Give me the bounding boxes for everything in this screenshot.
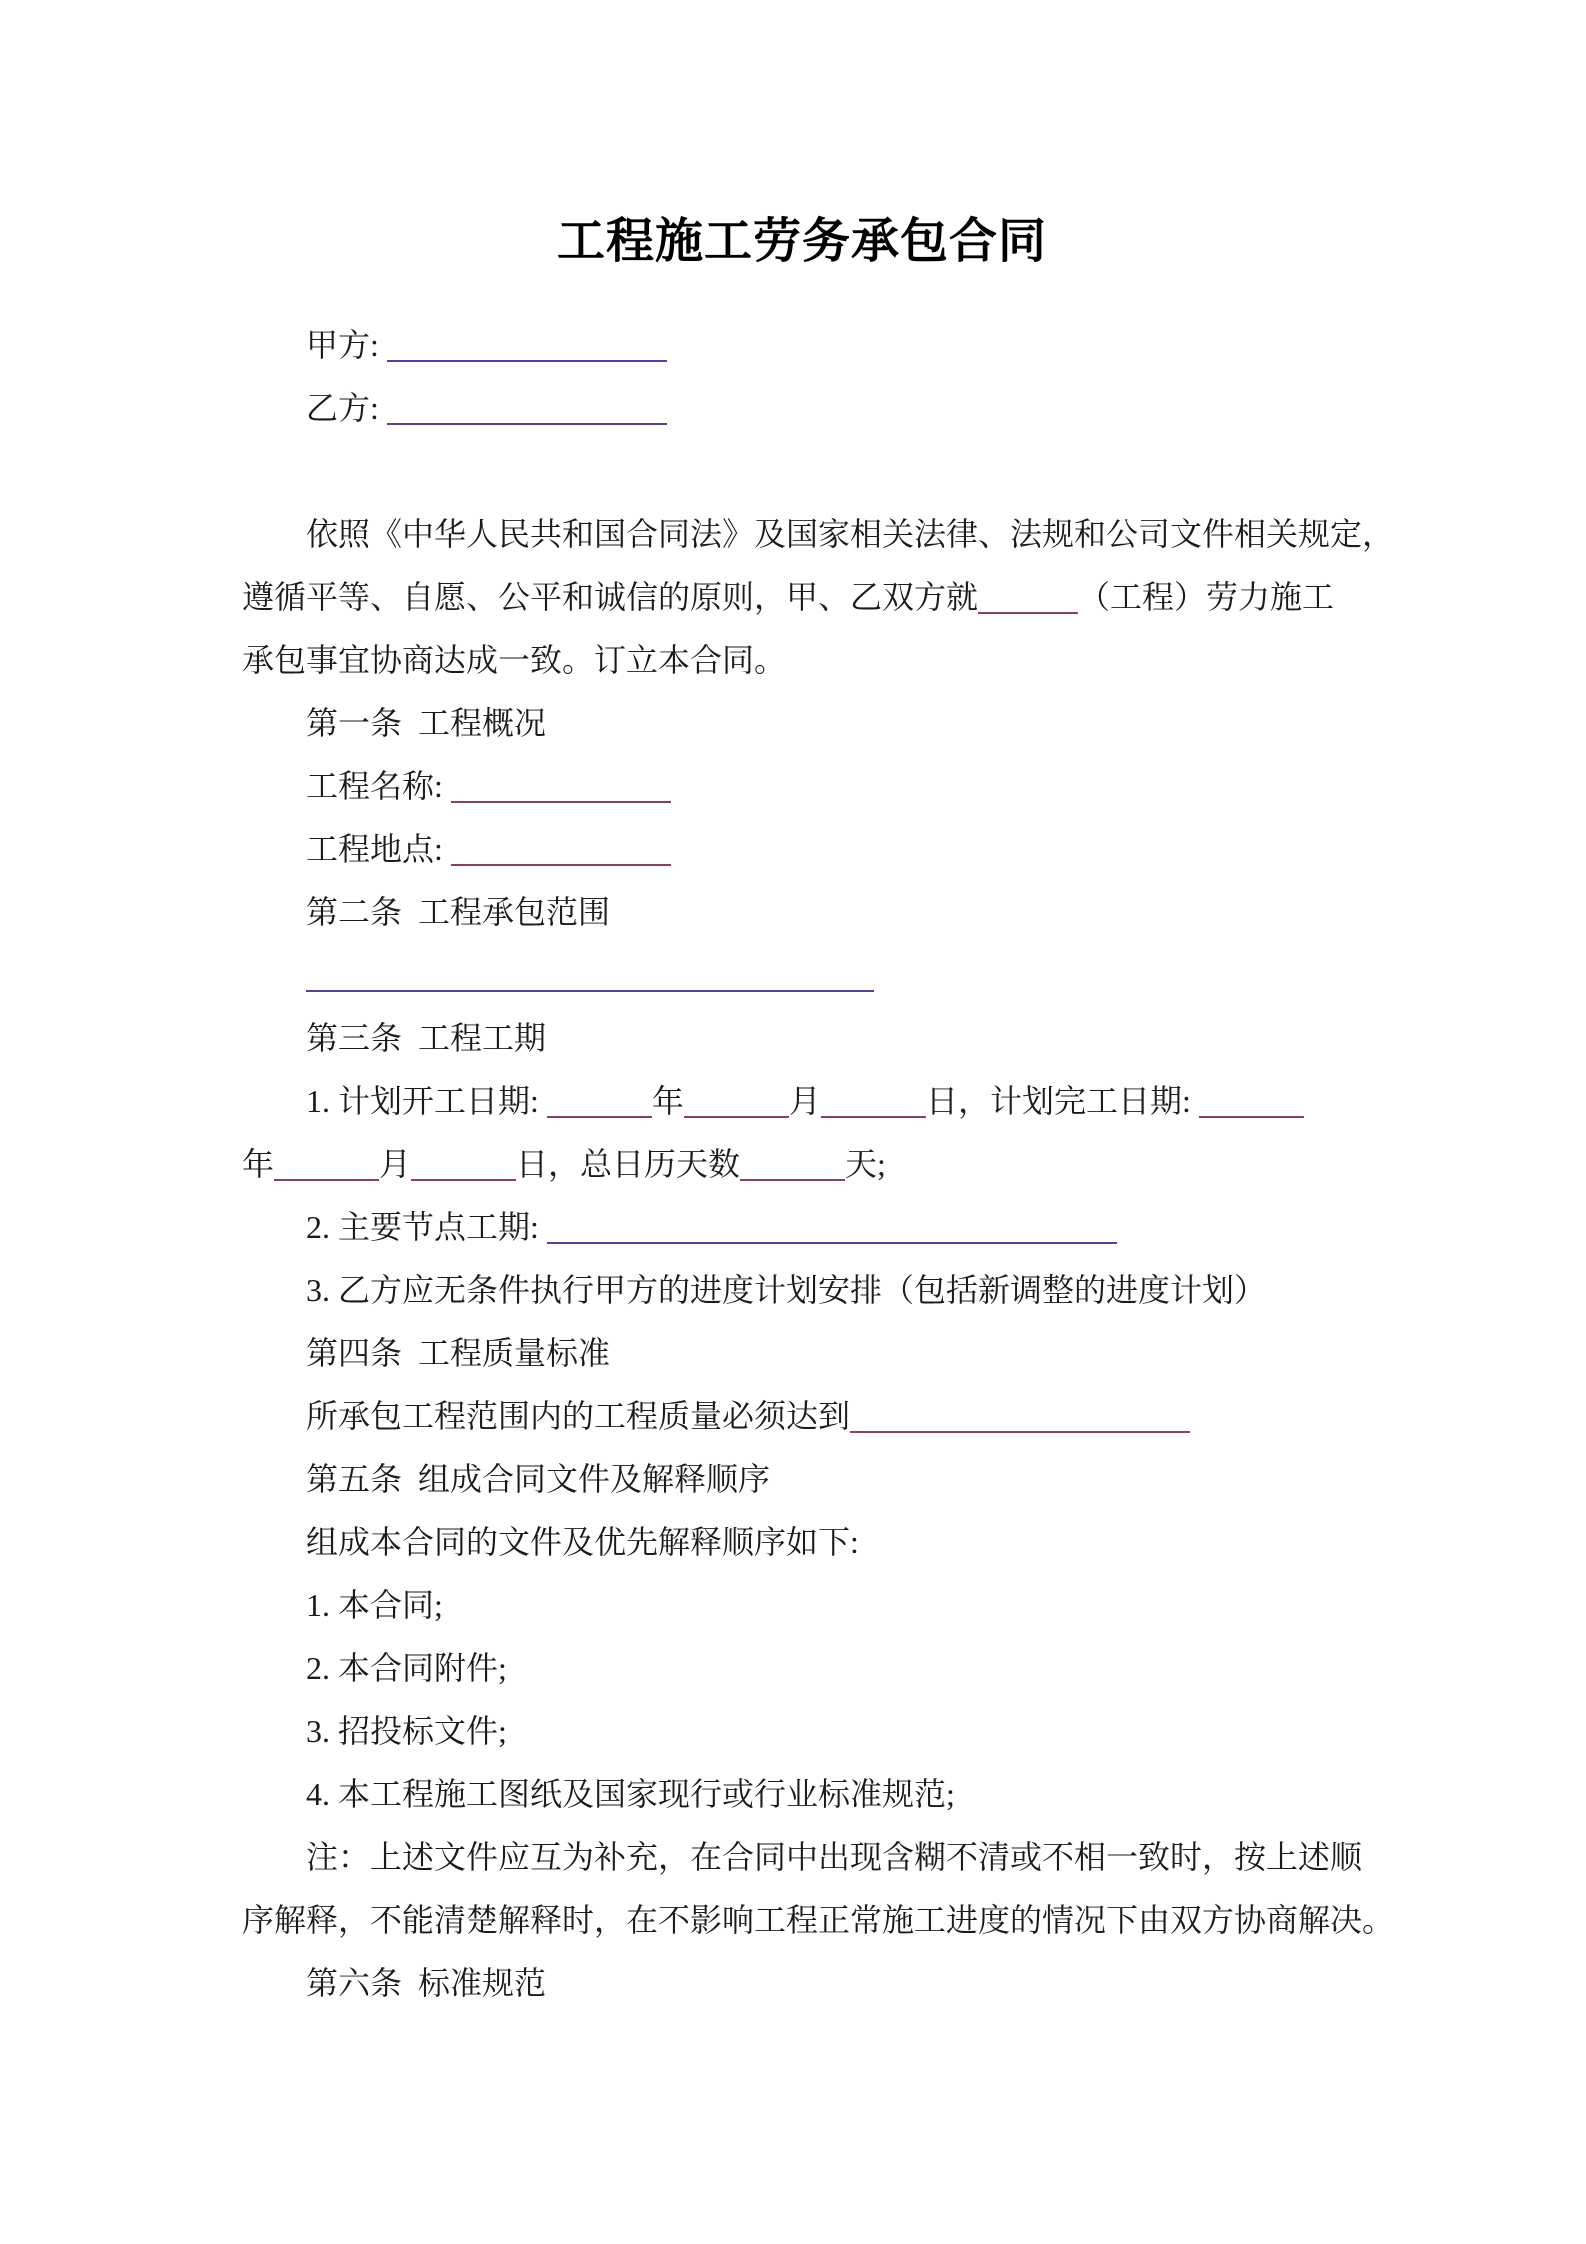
milestone-blank[interactable] <box>547 1212 1117 1244</box>
finish-month-blank[interactable] <box>274 1149 379 1181</box>
milestone-label: 2. 主要节点工期: <box>306 1209 547 1245</box>
project-name-line <box>242 755 1362 818</box>
finish-year-label: 年 <box>242 1146 275 1182</box>
start-year-blank[interactable] <box>547 1086 652 1118</box>
party-b-blank[interactable] <box>387 393 667 425</box>
quality-line <box>242 1385 1362 1448</box>
project-location-blank[interactable] <box>451 834 671 866</box>
document-content <box>242 212 1395 2015</box>
start-date-label: 1. 计划开工日期: <box>306 1083 547 1119</box>
scope-blank-line <box>242 944 1362 1007</box>
party-a-blank[interactable] <box>387 330 667 362</box>
documents-item-2: 2. 本合同附件; <box>306 1650 507 1686</box>
project-name-blank[interactable] <box>451 771 671 803</box>
article-4-heading: 第四条 工程质量标准 <box>306 1335 611 1371</box>
start-day-blank[interactable] <box>821 1086 926 1118</box>
party-b-line <box>242 377 1362 440</box>
preamble-line-3: 承包事宜协商达成一致。订立本合同。 <box>242 642 787 678</box>
calendar-days-label: 日，总日历天数 <box>516 1146 741 1182</box>
documents-item-4: 4. 本工程施工图纸及国家现行或行业标准规范; <box>306 1776 955 1812</box>
party-b-label: 乙方: <box>306 390 387 426</box>
finish-month-label: 月 <box>379 1146 412 1182</box>
article-6-heading: 第六条 标准规范 <box>306 1965 547 2001</box>
preamble-line-2 <box>242 566 1362 629</box>
article-1-heading: 第一条 工程概况 <box>306 705 547 741</box>
finish-date-label: 日，计划完工日期: <box>925 1083 1199 1119</box>
project-subject-blank[interactable] <box>978 582 1078 614</box>
project-name-label: 工程名称: <box>306 768 451 804</box>
start-month-blank[interactable] <box>684 1086 789 1118</box>
quality-blank[interactable] <box>850 1401 1190 1433</box>
preamble-line-1: 依照《中华人民共和国合同法》及国家相关法律、法规和公司文件相关规定， <box>306 516 1395 552</box>
blank-line <box>242 440 1362 503</box>
article-3-heading: 第三条 工程工期 <box>306 1020 547 1056</box>
documents-intro: 组成本合同的文件及优先解释顺序如下: <box>306 1524 859 1560</box>
finish-day-blank[interactable] <box>411 1149 516 1181</box>
documents-item-1: 1. 本合同; <box>306 1587 443 1623</box>
schedule-item-3: 3. 乙方应无条件执行甲方的进度计划安排（包括新调整的进度计划） <box>306 1272 1267 1308</box>
party-a-line <box>242 314 1362 377</box>
year-label: 年 <box>651 1083 684 1119</box>
documents-item-3: 3. 招投标文件; <box>306 1713 507 1749</box>
days-suffix-label: 天; <box>845 1146 886 1182</box>
schedule-dates-line-2 <box>242 1133 1362 1196</box>
month-label: 月 <box>788 1083 821 1119</box>
calendar-days-blank[interactable] <box>740 1149 845 1181</box>
project-location-line <box>242 818 1362 881</box>
finish-year-blank[interactable] <box>1199 1086 1304 1118</box>
party-a-label: 甲方: <box>306 327 387 363</box>
preamble-line-2-before: 遵循平等、自愿、公平和诚信的原则，甲、乙双方就 <box>242 579 979 615</box>
scope-blank[interactable] <box>306 960 874 992</box>
documents-note-line-2: 序解释，不能清楚解释时，在不影响工程正常施工进度的情况下由双方协商解决。 <box>242 1902 1395 1938</box>
documents-note-line-1: 注：上述文件应互为补充，在合同中出现含糊不清或不相一致时，按上述顺 <box>306 1839 1363 1875</box>
article-5-heading: 第五条 组成合同文件及解释顺序 <box>306 1461 771 1497</box>
document-title: 工程施工劳务承包合同 <box>556 215 1047 268</box>
preamble-line-2-after: （工程）劳力施工 <box>1078 579 1335 615</box>
project-location-label: 工程地点: <box>306 831 451 867</box>
milestone-line <box>242 1196 1362 1259</box>
article-2-heading: 第二条 工程承包范围 <box>306 894 611 930</box>
parties-block <box>242 314 1362 440</box>
schedule-dates-line-1 <box>242 1070 1362 1133</box>
quality-text: 所承包工程范围内的工程质量必须达到 <box>306 1398 851 1434</box>
